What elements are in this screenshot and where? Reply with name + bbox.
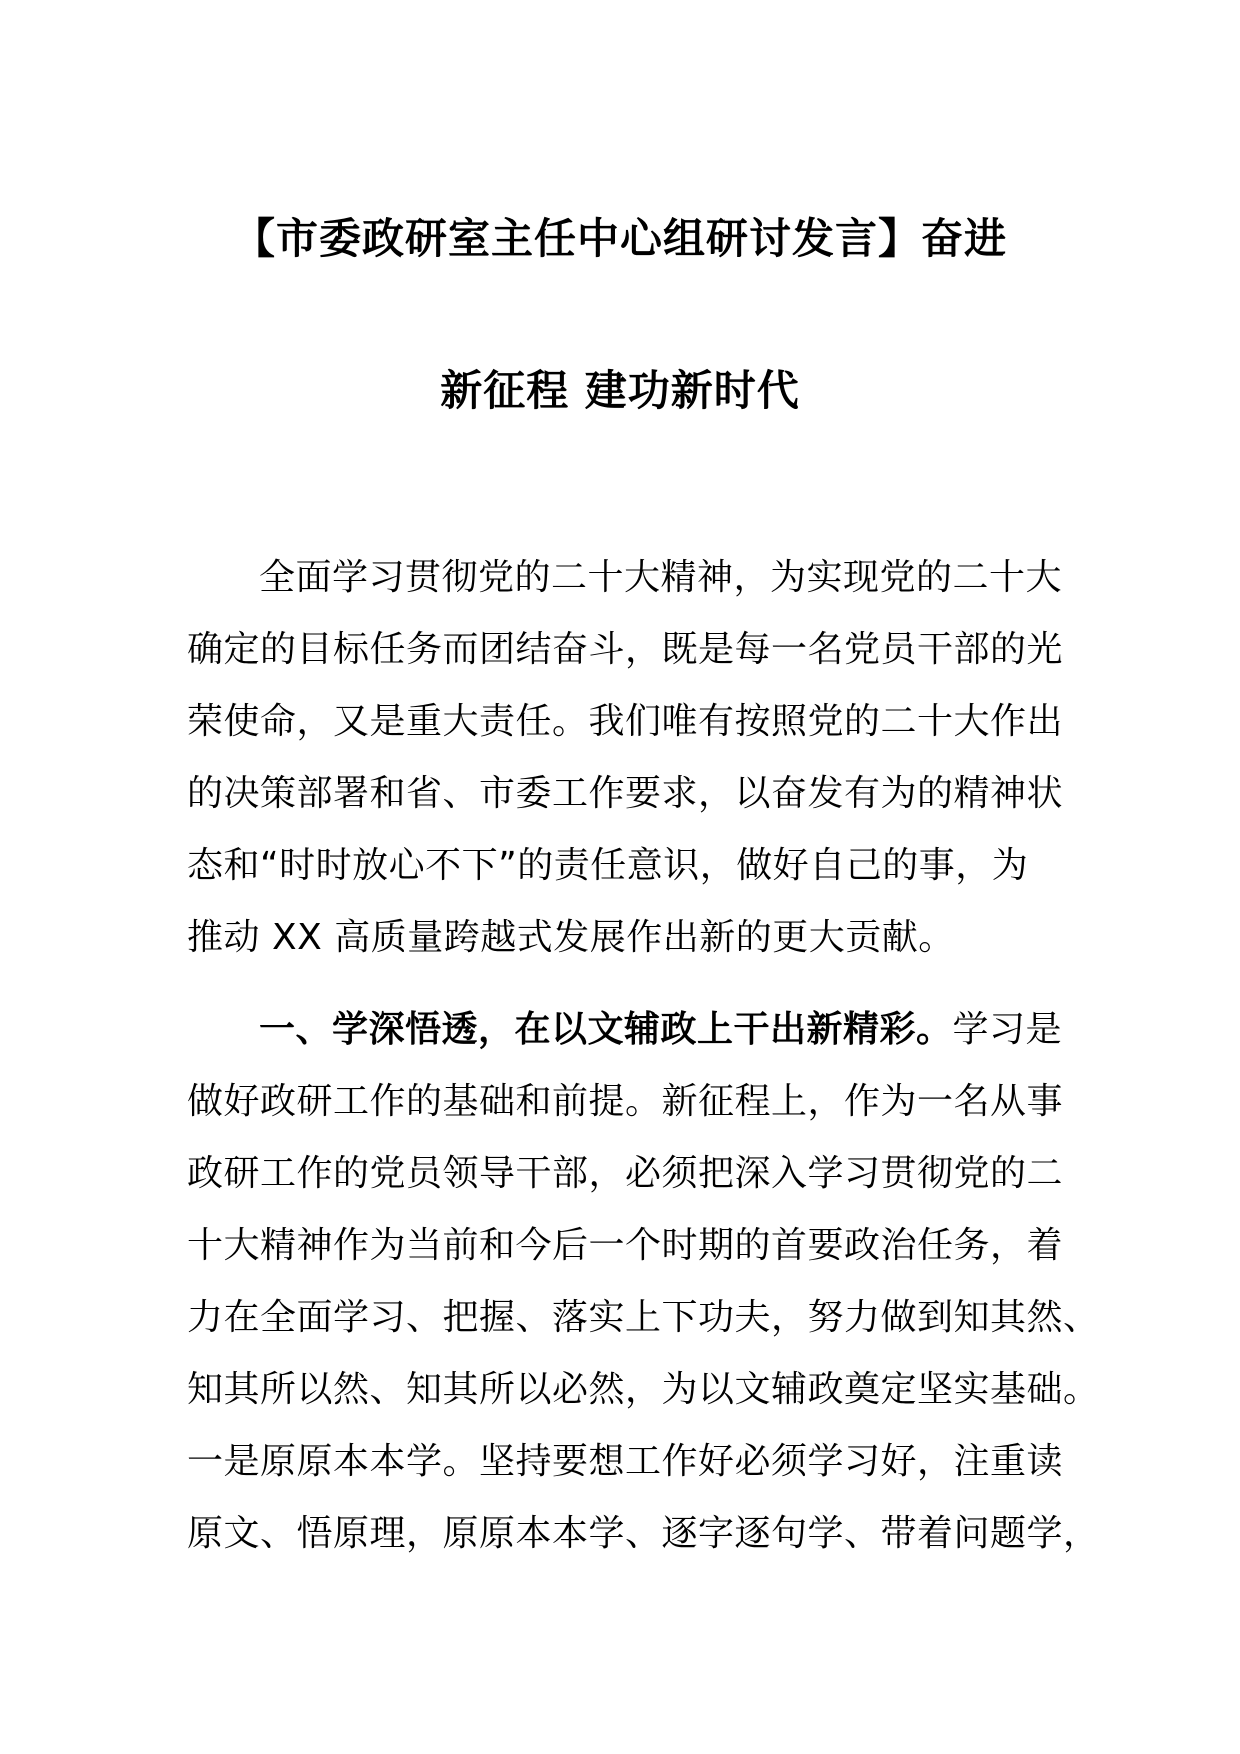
section-first-line xyxy=(259,1008,1062,1052)
paragraph-line: 推动 XX 高质量跨越式发展作出新的更大贡献。 xyxy=(187,917,955,958)
section-line: 原文、悟原理，原原本本学、逐字逐句学、带着问题学， xyxy=(187,1513,1100,1554)
section-line: 做好政研工作的基础和前提。新征程上，作为一名从事 xyxy=(187,1081,1064,1122)
paragraph-line: 全面学习贯彻党的二十大精神，为实现党的二十大 xyxy=(259,557,1063,598)
section-line: 十大精神作为当前和今后一个时期的首要政治任务，着 xyxy=(187,1225,1064,1266)
section-line: 政研工作的党员领导干部，必须把深入学习贯彻党的二 xyxy=(187,1153,1064,1194)
section-line: 一是原原本本学。坚持要想工作好必须学习好，注重读 xyxy=(187,1441,1064,1482)
paragraph-line: 荣使命，又是重大责任。我们唯有按照党的二十大作出 xyxy=(187,701,1064,742)
section-line: 力在全面学习、把握、落实上下功夫，努力做到知其然、 xyxy=(187,1297,1100,1338)
section-text: 学习是 xyxy=(952,1009,1063,1050)
document-title-line-1: 【市委政研室主任中心组研讨发言】奋进 xyxy=(232,214,1007,263)
document-title-line-2: 新征程 建功新时代 xyxy=(440,366,800,415)
section-heading: 一、学深悟透，在以文辅政上干出新精彩。 xyxy=(259,1009,953,1050)
paragraph-line: 态和“时时放心不下”的责任意识，做好自己的事，为 xyxy=(187,845,1029,886)
paragraph-line: 的决策部署和省、市委工作要求，以奋发有为的精神状 xyxy=(187,773,1064,814)
paragraph-line: 确定的目标任务而团结奋斗，既是每一名党员干部的光 xyxy=(187,629,1064,670)
section-line: 知其所以然、知其所以必然，为以文辅政奠定坚实基础。 xyxy=(187,1369,1100,1410)
